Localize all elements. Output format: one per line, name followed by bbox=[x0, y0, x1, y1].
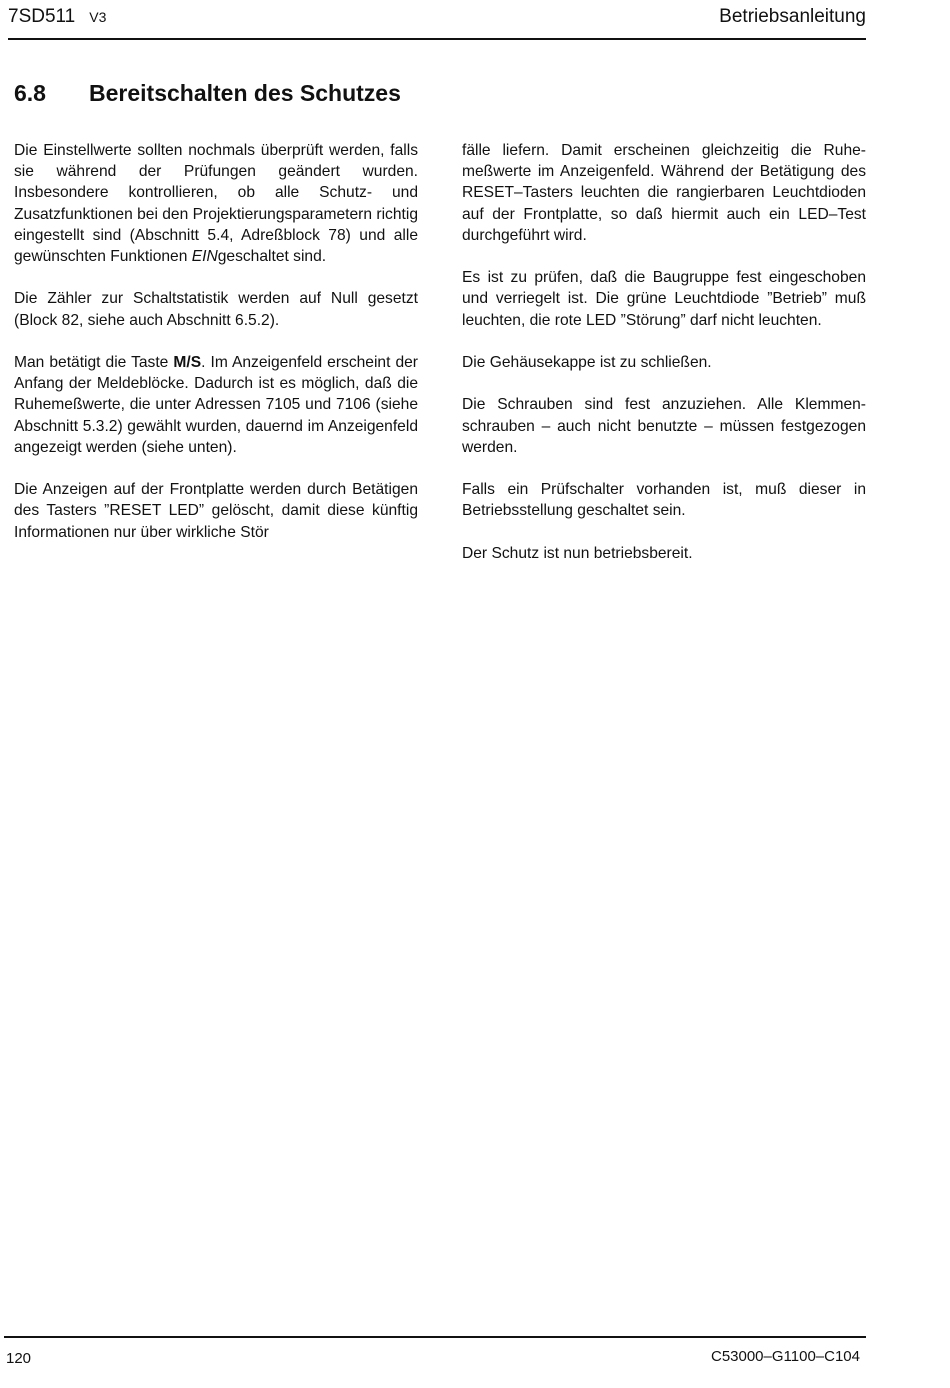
paragraph: Der Schutz ist nun betriebsbereit. bbox=[462, 544, 693, 562]
key-label: M/S bbox=[173, 354, 202, 371]
paragraph: Falls ein Prüfschalter vorhanden ist, muß dieser in Betriebsstellung geschaltet sein. bbox=[462, 481, 866, 520]
paragraph: Die Schrauben sind fest anzuziehen. Alle Klemmenschrauben – auch nicht benutzte – müssen festgezogen werden. bbox=[462, 396, 866, 456]
model-name: 7SD511 bbox=[8, 6, 76, 27]
paragraph: Die Zähler zur Schaltstatistik werden auf Null gesetzt (Block 82, siehe auch Abschnitt 6.5.2). bbox=[14, 290, 418, 329]
paragraph-text: Man betätigt die Taste bbox=[14, 354, 174, 371]
left-column bbox=[14, 140, 418, 564]
document-code: C53000–G1100–C104 bbox=[710, 1348, 860, 1365]
paragraph-text: . Im Anzeigenfeld erscheint der Anfang der Meldeblöcke. Dadurch ist es möglich, daß die Ruhemeßwerte, die unter Adressen 7105 und 7106 (siehe Abschnitt 5.3.2) gewählt wurden, dauernd im Anzeigenfeld angezeigt werden (siehe unten). bbox=[14, 354, 418, 456]
paragraph: Es ist zu prüfen, daß die Baugruppe fest eingeschoben und verriegelt ist. Die grüne Leuchtdiode ”Betrieb” muß leuchten, die rote LED ”Störung” darf nicht leuchten. bbox=[462, 269, 866, 329]
paragraph: Die Anzeigen auf der Frontplatte werden durch Betätigen des Tasters ”RESET LED” gelöscht, damit diese künftig Informationen nur über wirkliche Stör bbox=[14, 481, 418, 541]
page-header bbox=[8, 4, 866, 34]
right-column bbox=[462, 140, 866, 585]
paragraph: fälle liefern. Damit erscheinen gleichzeitig die Ruhemeßwerte im Anzeigenfeld. Während der Betätigung des RESET–Tasters leuchten die rangierbaren Leuchtdioden auf der Frontplatte, so daß hiermit auch ein LED–Test durchgeführt wird. bbox=[462, 142, 866, 244]
header-rule bbox=[8, 38, 866, 40]
paragraph: Die Gehäusekappe ist zu schließen. bbox=[462, 354, 712, 371]
section-number: 6.8 bbox=[14, 80, 46, 106]
paragraph-text: geschaltet sind. bbox=[217, 248, 327, 266]
paragraph-text: Die Einstellwerte sollten nochmals überprüft werden, falls sie während der Prüfungen geändert wurden. Insbesondere kontrollieren, ob alle Schutz- und Zusatzfunktionen bei den Projektierungsparametern richtig eingestellt sind (Abschnitt 5.4, Adreßblock 78) und alle gewünschten Funktionen bbox=[14, 142, 418, 266]
header-doc-type: Betriebsanleitung bbox=[719, 6, 866, 27]
header-model bbox=[8, 6, 106, 28]
paragraph bbox=[14, 140, 418, 267]
emphasis-text: EIN bbox=[191, 248, 218, 266]
paragraph bbox=[14, 352, 418, 458]
page-number: 120 bbox=[6, 1350, 32, 1367]
model-version: V3 bbox=[89, 9, 107, 25]
footer-rule bbox=[4, 1336, 866, 1338]
section-title: Bereitschalten des Schutzes bbox=[89, 80, 401, 106]
section-heading bbox=[14, 80, 401, 107]
